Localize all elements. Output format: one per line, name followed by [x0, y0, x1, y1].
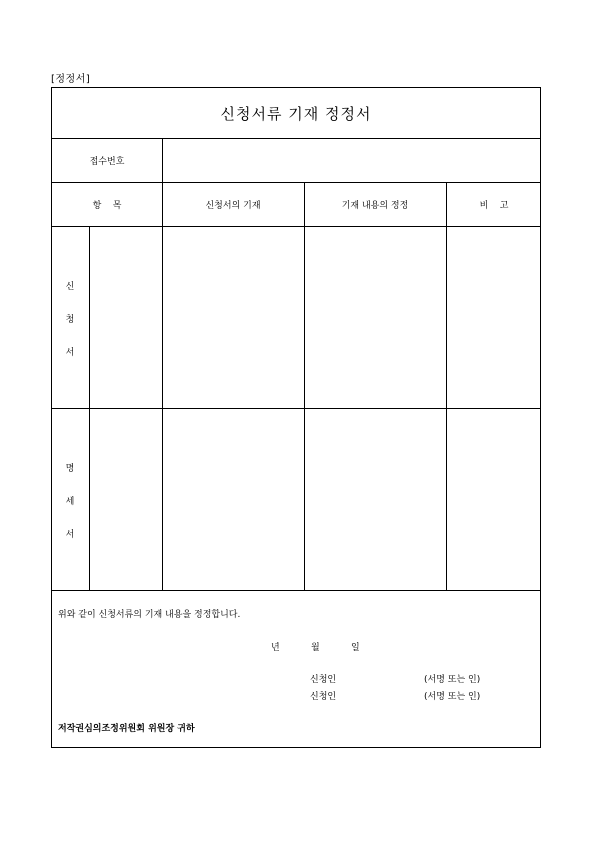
divider: [52, 590, 540, 591]
header-item: 항 목: [92, 200, 122, 211]
applicant-label: 신청인: [310, 692, 337, 702]
statement-correction-field[interactable]: [305, 409, 446, 590]
date-day-label: 일: [351, 643, 360, 653]
section-statement-char: 세: [65, 497, 75, 507]
header-remarks: 비 고: [479, 200, 509, 211]
applicant-signature[interactable]: (서명 또는 인): [424, 675, 481, 685]
application-item-field[interactable]: [90, 227, 162, 408]
declaration-text: 위와 같이 신청서류의 기재 내용을 정정합니다.: [58, 610, 241, 620]
statement-entry-field[interactable]: [163, 409, 304, 590]
section-statement-char: 서: [65, 530, 75, 540]
form-title: 신청서류 기재 정정서: [220, 104, 372, 123]
application-remarks-field[interactable]: [447, 227, 540, 408]
header-application-entry: 신청서의 기재: [205, 200, 261, 211]
application-entry-field[interactable]: [163, 227, 304, 408]
date-month-label: 월: [311, 643, 320, 653]
form-frame: [51, 87, 541, 748]
receipt-number-field[interactable]: [163, 139, 540, 182]
header-correction: 기재 내용의 정정: [341, 200, 409, 211]
section-application-char: 신: [65, 282, 75, 292]
receipt-number-label: 접수번호: [89, 156, 125, 167]
applicant-signature[interactable]: (서명 또는 인): [424, 692, 481, 702]
date-year-label: 년: [271, 643, 280, 653]
application-correction-field[interactable]: [305, 227, 446, 408]
statement-item-field[interactable]: [90, 409, 162, 590]
form-tag: [정정서]: [51, 74, 91, 85]
applicant-label: 신청인: [310, 675, 337, 685]
section-application-char: 서: [65, 348, 75, 358]
statement-remarks-field[interactable]: [447, 409, 540, 590]
section-application-char: 청: [65, 315, 75, 325]
section-statement-char: 명: [65, 464, 75, 474]
addressee: 저작권심의조정위원회 위원장 귀하: [58, 724, 195, 734]
